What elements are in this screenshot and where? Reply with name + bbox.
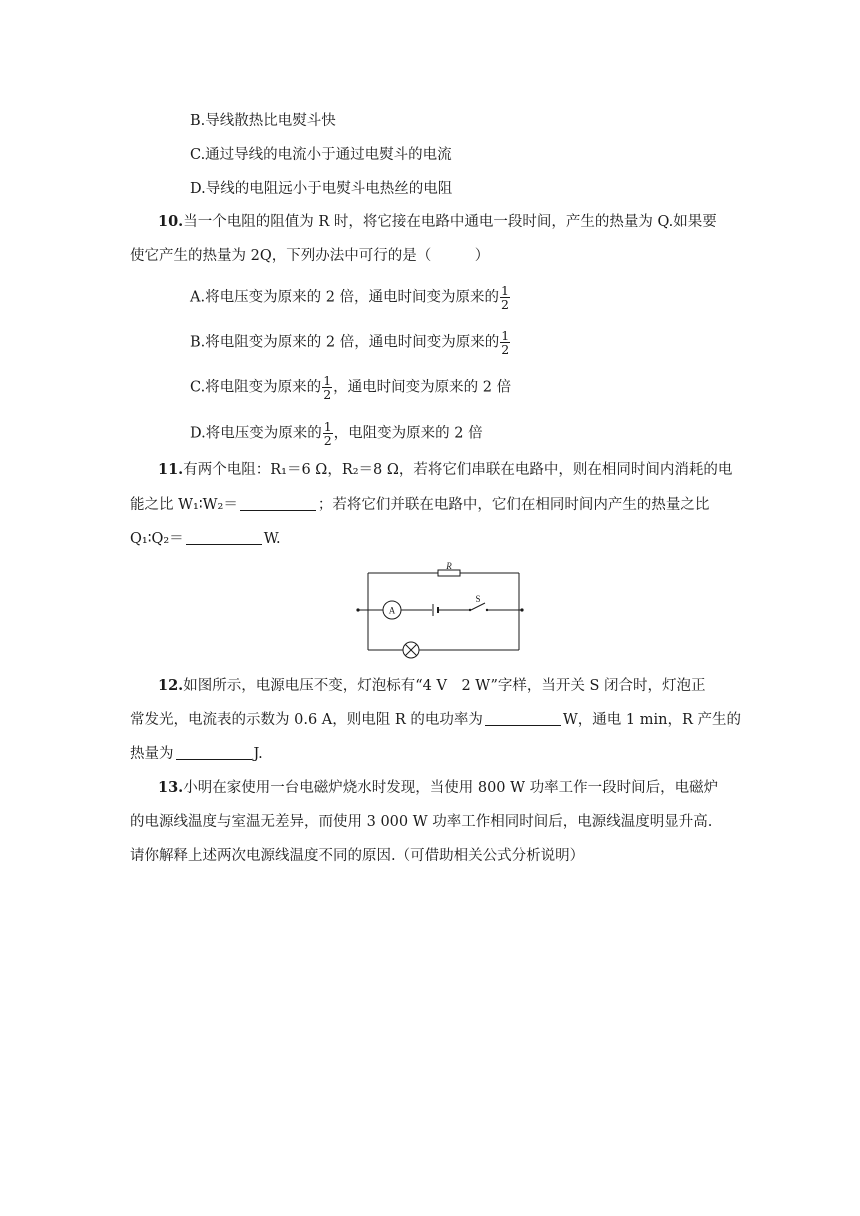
q11-line-1: [158, 460, 732, 480]
fraction-numerator: 1: [501, 283, 509, 298]
switch-contact: [486, 609, 488, 611]
fraction-denominator: 2: [323, 387, 332, 402]
q9-option-d: D.导线的电阻远小于电熨斗电热丝的电阻: [190, 181, 453, 197]
junction-dot-left: [356, 608, 359, 611]
q10-option-d: [190, 420, 483, 447]
q12-number: 12.: [158, 677, 184, 694]
answer-blank[interactable]: [176, 745, 252, 760]
junction-dot-right: [520, 608, 523, 611]
fraction-one-half: [322, 374, 332, 401]
q10-option-c-text: C.将电阻变为原来的: [190, 379, 322, 396]
q11-text-1: 有两个电阻：R₁＝6 Ω，R₂＝8 Ω，若将它们串联在电路中，则在相同时间内消耗的电: [183, 462, 733, 478]
q13-line-1: [158, 778, 718, 798]
q10-option-c: [190, 374, 511, 401]
fraction-denominator: 2: [501, 297, 509, 312]
q10-option-a-text: A.将电压变为原来的 2 倍，通电时间变为原来的: [190, 289, 500, 306]
q13-line-2: 的电源线温度与室温无差异，而使用 3 000 W 功率工作相同时间后，电源线温度明显升高.: [130, 814, 713, 830]
q10-option-a: [190, 284, 511, 311]
answer-blank[interactable]: [485, 711, 561, 726]
q11-line-3: [130, 529, 281, 549]
q12-text-3-post: J.: [253, 746, 263, 762]
switch-label: S: [475, 594, 481, 604]
answer-blank[interactable]: [186, 530, 262, 545]
q11-line-2: [130, 495, 709, 515]
answer-blank[interactable]: [240, 496, 316, 511]
q10-option-c-text-post: ，通电时间变为原来的 2 倍: [333, 379, 512, 396]
q12-text-2-post: W，通电 1 min，R 产生的: [562, 712, 741, 728]
q11-text-3-post: W.: [263, 531, 281, 547]
fraction-numerator: 1: [323, 373, 332, 388]
fraction-numerator: 1: [501, 328, 510, 343]
q10-line-2: 使它产生的热量为 2Q，下列办法中可行的是（ ）: [130, 248, 490, 264]
q12-line-1: [158, 676, 706, 696]
q13-line-3: 请你解释上述两次电源线温度不同的原因.（可借助相关公式分析说明）: [130, 848, 585, 864]
fraction-one-half: [323, 420, 333, 447]
fraction-denominator: 2: [501, 342, 510, 357]
q12-text-1: 如图所示，电源电压不变，灯泡标有“4 V 2 W”字样，当开关 S 闭合时，灯泡正: [183, 678, 706, 694]
fraction-numerator: 1: [323, 419, 332, 434]
q10-number: 10.: [158, 213, 184, 230]
q11-text-2-pre: 能之比 W₁∶W₂＝: [130, 497, 238, 513]
resistor-label: R: [446, 562, 452, 571]
q10-option-b-text: B.将电阻变为原来的 2 倍，通电时间变为原来的: [190, 334, 500, 351]
q12-line-2: [130, 710, 741, 730]
q10-option-d-text: D.将电压变为原来的: [190, 425, 322, 442]
q13-text-1: 小明在家使用一台电磁炉烧水时发现，当使用 800 W 功率工作一段时间后，电磁炉: [183, 780, 719, 796]
fraction-one-half: [500, 329, 510, 356]
switch-contact: [469, 609, 471, 611]
ammeter-label: A: [388, 605, 396, 616]
q12-line-3: [130, 744, 263, 764]
q12-text-2-pre: 常发光，电流表的示数为 0.6 A，则电阻 R 的电功率为: [130, 712, 483, 728]
q11-text-3-pre: Q₁∶Q₂＝: [130, 531, 184, 547]
q11-text-2-post: ；若将它们并联在电路中，它们在相同时间内产生的热量之比: [317, 497, 710, 513]
q11-number: 11.: [158, 461, 184, 478]
q9-option-b: B.导线散热比电熨斗快: [190, 113, 336, 129]
q10-option-d-text-post: ，电阻变为原来的 2 倍: [333, 425, 483, 442]
q10-line-1: [158, 212, 717, 232]
q9-option-c: C.通过导线的电流小于通过电熨斗的电流: [190, 147, 452, 163]
fraction-one-half: [500, 284, 510, 311]
q10-option-b: [190, 329, 511, 356]
q13-number: 13.: [158, 779, 184, 796]
fraction-denominator: 2: [323, 433, 332, 448]
q10-text-1: 当一个电阻的阻值为 R 时，将它接在电路中通电一段时间，产生的热量为 Q.如果要: [183, 214, 717, 230]
q12-text-3-pre: 热量为: [130, 746, 174, 762]
circuit-diagram: [354, 562, 526, 662]
switch-blade: [471, 603, 485, 610]
